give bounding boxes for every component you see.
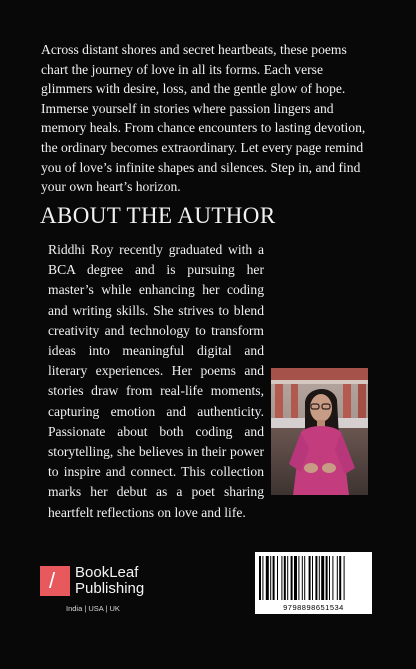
barcode-bar bbox=[277, 556, 278, 600]
barcode-bar bbox=[304, 556, 305, 600]
barcode-bar bbox=[312, 556, 313, 600]
barcode-bar bbox=[266, 556, 269, 600]
publisher-logo bbox=[40, 566, 200, 614]
barcode-bar bbox=[319, 556, 320, 600]
author-photo bbox=[271, 368, 368, 495]
barcode-bar bbox=[329, 556, 330, 600]
back-cover-blurb: Across distant shores and secret heartbeats, these poems chart the journey of love in all its forms. Each verse glimmers with desire, loss, and the gentle glow of hope. Immerse yourself in stories where passion lingers and memory heals. From chance encounters to lasting devotion, the ordinary becomes extraordinary. Let every page remind you of love’s infinite shapes and silences. Step in, and find your own heart’s horizon. bbox=[41, 42, 366, 195]
isbn-barcode bbox=[255, 552, 372, 614]
barcode-bar bbox=[281, 556, 282, 600]
isbn-number: 9798898651534 bbox=[283, 603, 344, 612]
barcode-bar bbox=[298, 556, 299, 600]
barcode-bar bbox=[294, 556, 297, 600]
barcode-bar bbox=[259, 556, 261, 600]
barcode-bar bbox=[273, 556, 275, 600]
barcode-bar bbox=[284, 556, 286, 600]
barcode-bars bbox=[259, 556, 368, 600]
publisher-name-line2: Publishing bbox=[75, 580, 145, 597]
barcode-bar bbox=[309, 556, 311, 600]
publisher-name-line1: BookLeaf bbox=[75, 564, 139, 581]
author-bio: Riddhi Roy recently graduated with a BCA degree and is pursuing her master’s while enhancing her coding and writing skills. She strives to blend creativity and technology to transform ideas into meaningful digital and literary experiences. Her poems and stories draw from real-life moments, capturing emotion and authenticity. Passionate about both coding and storytelling, she believes in their power to inspire and connect. This collection marks her debut as a poet sharing heartfelt reflections on love and life. bbox=[48, 242, 264, 520]
publisher-logo-slash: / bbox=[49, 568, 56, 593]
barcode-bar bbox=[270, 556, 271, 600]
barcode-bar bbox=[291, 556, 293, 600]
barcode-bar bbox=[344, 556, 345, 600]
about-the-author-heading: ABOUT THE AUTHOR bbox=[40, 203, 276, 228]
barcode-bar bbox=[326, 556, 328, 600]
barcode-bar bbox=[315, 556, 317, 600]
barcode-bar bbox=[321, 556, 324, 600]
barcode-bar bbox=[287, 556, 288, 600]
barcode-bar bbox=[339, 556, 341, 600]
publisher-logo-mark bbox=[40, 566, 70, 596]
publisher-name bbox=[75, 565, 144, 597]
barcode-bar bbox=[262, 556, 263, 600]
publisher-regions: India | USA | UK bbox=[66, 604, 120, 613]
barcode-bar bbox=[332, 556, 333, 600]
barcode-bar bbox=[337, 556, 338, 600]
barcode-bar bbox=[302, 556, 303, 600]
